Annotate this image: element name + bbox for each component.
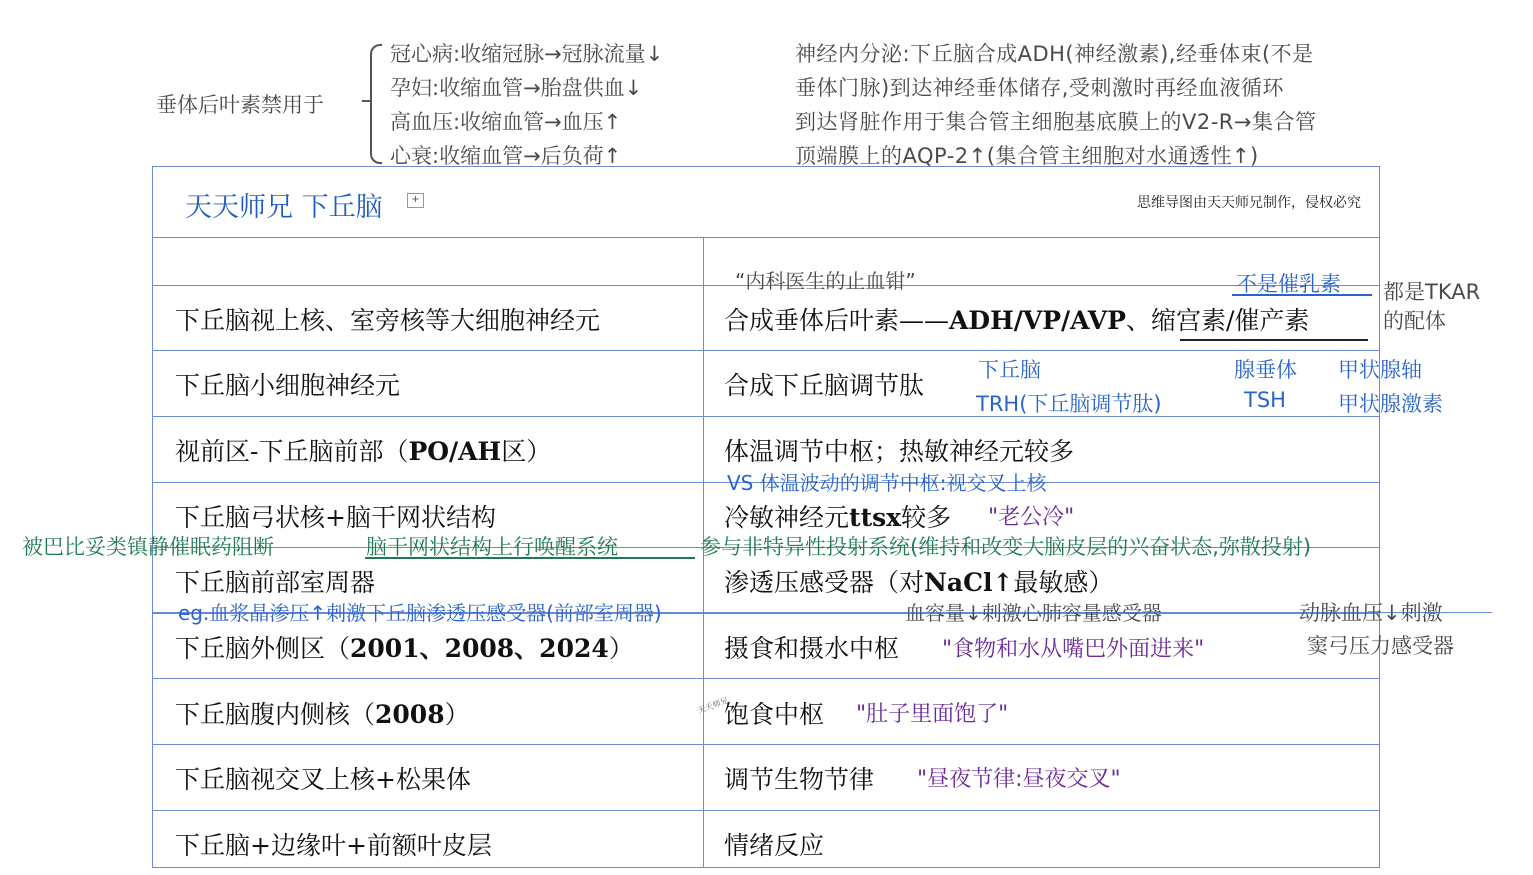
watermark: 天天师兄 (696, 695, 730, 716)
table-title: 天天师兄 下丘脑 (185, 192, 383, 223)
underline-mark (1232, 294, 1372, 296)
table-cell-region: 下丘脑弓状核+脑干网状结构 (175, 503, 496, 532)
table-cell-function: 摄食和摄水中枢 (724, 634, 900, 663)
table-cell-function: 体温调节中枢；热敏神经元较多 (724, 437, 1075, 466)
note-icon[interactable]: + (407, 193, 424, 208)
annotation-arterial: 动脉血压↓刺激 (1299, 601, 1443, 625)
table-cell-region: 视前区-下丘脑前部（PO/AH区） (175, 437, 552, 466)
annotation-arterial: 窦弓压力感受器 (1307, 634, 1454, 658)
row-divider (153, 416, 1379, 417)
adh-note-line: 顶端膜上的AQP-2↑(集合管主细胞对水通透性↑) (795, 144, 1259, 168)
annotation-axis: 下丘脑 (978, 358, 1041, 382)
contraindication-item: 心衰:收缩血管→后负荷↑ (390, 144, 622, 168)
table-cell-function: 情绪反应 (724, 831, 825, 860)
copyright-notice: 思维导图由天天师兄制作，侵权必究 (1137, 195, 1361, 211)
annotation-osmo: eg.血浆晶渗压↑刺激下丘脑渗透压感受器(前部室周器) (178, 601, 662, 625)
annotation-hemostat: “内科医生的止血钳” (735, 269, 916, 293)
annotation-tkar: 都是TKAR (1383, 280, 1481, 304)
table-cell-function: 调节生物节律 (724, 765, 875, 794)
contraindication-item: 孕妇:收缩血管→胎盘供血↓ (390, 76, 643, 100)
table-cell-function: 饱食中枢 (724, 700, 825, 729)
annotation-axis: 腺垂体 (1234, 358, 1297, 382)
annotation-tkar: 的配体 (1383, 309, 1446, 333)
row-divider (153, 678, 1379, 679)
table-cell-region: 下丘脑+边缘叶+前额叶皮层 (175, 831, 492, 860)
annotation-mnemonic: "食物和水从嘴巴外面进来" (942, 637, 1205, 662)
underline-mark (1180, 339, 1368, 341)
adh-note-line: 到达肾脏作用于集合管主细胞基底膜上的V2-R→集合管 (795, 110, 1317, 134)
annotation-thyroid-hormone: 甲状腺激素 (1338, 392, 1443, 416)
annotation-tsh: TSH (1244, 388, 1286, 412)
table-cell-function: 渗透压感受器（对NaCl↑最敏感） (724, 568, 1114, 597)
table-cell-region: 下丘脑小细胞神经元 (175, 371, 401, 400)
table-cell-region: 下丘脑视交叉上核+松果体 (175, 765, 471, 794)
annotation-not-prolactin: 不是催乳素 (1236, 272, 1341, 296)
contraindication-item: 高血压:收缩血管→血压↑ (390, 110, 622, 134)
annotation-mnemonic: "肚子里面饱了" (856, 702, 1009, 727)
contraindication-label: 垂体后叶素禁用于 (156, 93, 324, 117)
annotation-axis: 甲状腺轴 (1338, 358, 1422, 382)
table-cell-region: 下丘脑视上核、室旁核等大细胞神经元 (175, 306, 601, 335)
annotation-line (152, 612, 1492, 613)
table-cell-function: 冷敏神经元ttsx较多 (724, 503, 952, 532)
table-cell-region: 下丘脑前部室周器 (175, 568, 376, 597)
adh-note-line: 垂体门脉)到达神经垂体储存,受刺激时再经血液循环 (795, 76, 1284, 100)
brace-bracket (370, 44, 382, 164)
table-cell-function: 合成垂体后叶素——ADH/VP/AVP、缩宫素/催产素 (724, 306, 1310, 335)
underline-mark (365, 557, 695, 559)
annotation-barbiturate: 被巴比妥类镇静催眠药阻断 (22, 535, 274, 559)
adh-note-line: 神经内分泌:下丘脑合成ADH(神经激素),经垂体束(不是 (795, 42, 1314, 66)
table-cell-region: 下丘脑腹内侧核（2008） (175, 700, 470, 729)
brace-tick (362, 100, 372, 102)
table-cell-region: 下丘脑外侧区（2001、2008、2024） (175, 634, 634, 663)
annotation-trh: TRH(下丘脑调节肽) (976, 392, 1162, 416)
table-cell-function: 合成下丘脑调节肽 (724, 371, 925, 400)
annotation-mnemonic: "老公冷" (988, 505, 1075, 530)
annotation-barbiturate: 脑干网状结构上行唤醒系统 (366, 535, 618, 559)
contraindication-item: 冠心病:收缩冠脉→冠脉流量↓ (390, 42, 664, 66)
table-header (153, 167, 1379, 238)
row-divider (153, 350, 1379, 351)
annotation-vs: VS 体温波动的调节中枢:视交叉上核 (727, 471, 1047, 495)
annotation-barbiturate: 参与非特异性投射系统(维持和改变大脑皮层的兴奋状态,弥散投射) (700, 535, 1312, 559)
row-divider (153, 744, 1379, 745)
annotation-volume: 血容量↓刺激心肺容量感受器 (905, 601, 1162, 625)
row-divider (153, 810, 1379, 811)
annotation-mnemonic: "昼夜节律:昼夜交叉" (917, 767, 1121, 792)
